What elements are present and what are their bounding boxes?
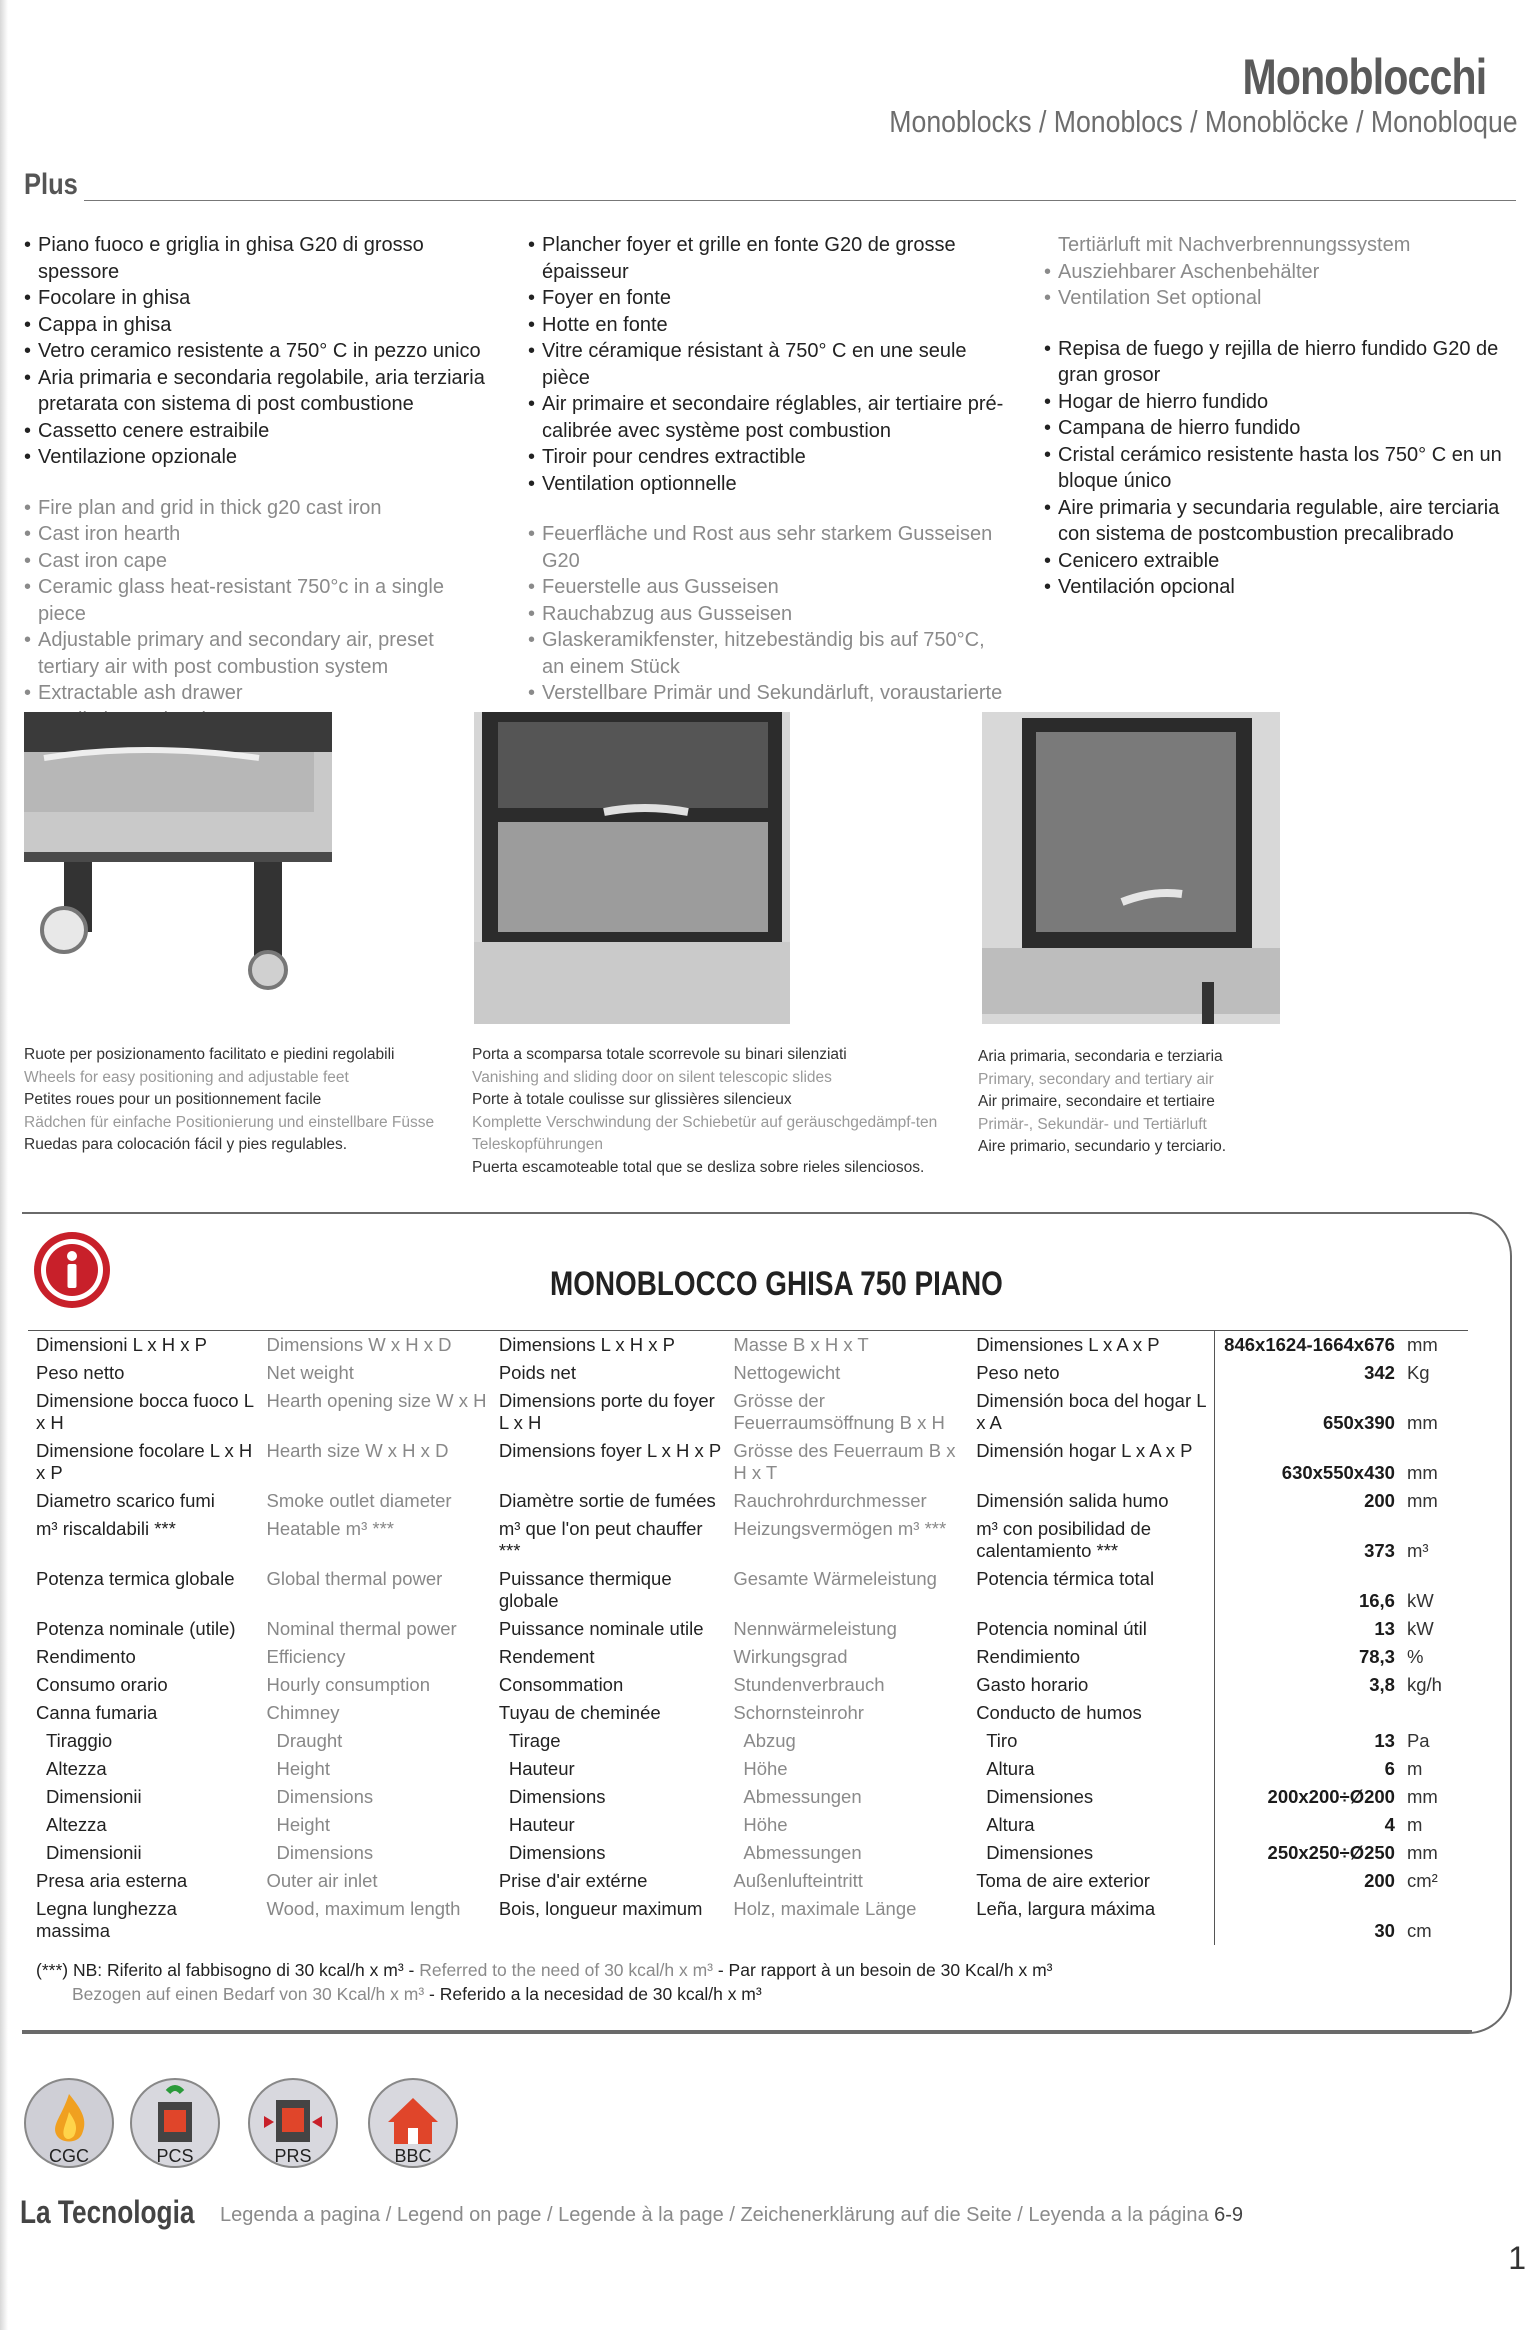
feature-item: • Cappa in ghisa [24,312,494,339]
features-es [1044,336,1524,601]
spec-label-fr: Puissance thermique globale [498,1568,672,1611]
spec-row [28,1643,1468,1671]
spec-label-es: Rendimiento [976,1646,1081,1667]
spec-table [28,1330,1468,1945]
spec-row [28,1359,1468,1387]
spec-label-fr: Dimensions porte du foyer L x H [498,1390,715,1433]
spec-label-es: Altura [986,1758,1035,1779]
spec-value: 16,6 [1215,1565,1399,1615]
spec-label-de: Abmessungen [743,1842,862,1863]
spec-label-it: Dimensione bocca fuoco L x H [36,1390,254,1433]
feature-item: • Fire plan and grid in thick g20 cast iron [24,495,494,522]
feature-item: • Campana de hierro fundido [1044,415,1524,442]
spec-unit: mm [1406,1490,1438,1511]
spec-label-en: Wood, maximum length [266,1898,461,1919]
spec-label-it: Potenza termica globale [36,1568,235,1589]
spec-unit: mm [1406,1786,1438,1807]
spec-panel-top-rule [22,1212,1472,1214]
footnote-en: Referred to the need of 30 kcal/h x m³ [419,1960,713,1980]
feature-item: • Hogar de hierro fundido [1044,389,1524,416]
product-title: MONOBLOCCO GHISA 750 PIANO [550,1265,1003,1303]
wheels-illustration [24,712,332,996]
spec-row [28,1565,1468,1615]
feature-item: • Cristal cerámico resistente hasta los 750° C en un bloque único [1044,442,1524,495]
spec-label-de: Masse B x H x T [725,1331,968,1360]
spec-label-de: Stundenverbrauch [733,1674,885,1695]
tech-label-cgc: CGC [49,2146,89,2166]
spec-label-fr: Dimensions L x H x P [491,1331,726,1360]
spec-row [28,1867,1468,1895]
spec-label-en: Height [276,1814,330,1835]
caption-fr: Air primaire, secondaire et tertiaire [978,1093,1215,1110]
spec-value: 250x250÷Ø250 [1215,1839,1399,1867]
feature-item: • Cast iron cape [24,548,494,575]
spec-label-es: Altura [986,1814,1035,1835]
spec-label-es: Dimensiones L x A x P [968,1331,1214,1360]
spec-unit: Pa [1406,1730,1430,1751]
spec-label-en: Efficiency [266,1646,346,1667]
spec-row [28,1515,1468,1565]
spec-label-en: Height [276,1758,330,1779]
stove-arrows-icon [246,2076,340,2170]
features-column-2 [528,232,1008,707]
spec-label-de: Abzug [743,1730,796,1751]
caption-es: Puerta escamoteable total que se desliza sobre rieles silenciosos. [472,1158,925,1176]
spec-row [28,1671,1468,1699]
spec-label-fr: Dimensions foyer L x H x P [498,1440,722,1461]
spec-label-es: Potencia nominal útil [976,1618,1147,1639]
spec-value: 342 [1215,1359,1399,1387]
tech-label-prs: PRS [274,2146,312,2166]
spec-label-fr: Tuyau de cheminée [498,1702,661,1723]
photo-air-system [982,712,1280,1024]
spec-label-fr: Rendement [498,1646,595,1667]
spec-label-fr: Tirage [508,1730,561,1751]
spec-label-it: Rendimento [36,1646,136,1667]
spec-value: 78,3 [1215,1643,1399,1671]
spec-unit: mm [1399,1331,1468,1360]
spec-label-fr: Poids net [498,1362,576,1383]
spec-label-fr: Hauteur [508,1814,575,1835]
spec-label-es: Dimensión hogar L x A x P [976,1440,1193,1461]
plus-rule [84,200,1516,201]
spec-label-en: Dimensions W x H x D [258,1331,490,1360]
spec-label-de: Gesamte Wärmeleistung [733,1568,937,1589]
feature-item: • Hotte en fonte [528,312,1008,339]
feature-item: • Feuerstelle aus Gusseisen [528,574,1008,601]
spec-label-fr: Prise d'air extérne [498,1870,648,1891]
spec-label-en: Outer air inlet [266,1870,378,1891]
spec-label-de: Holz, maximale Länge [733,1898,917,1919]
spec-label-it: Potenza nominale (utile) [36,1618,236,1639]
spec-label-fr: Dimensions [508,1842,606,1863]
spec-label-fr: Puissance nominale utile [498,1618,704,1639]
tech-label-bbc: BBC [394,2146,432,2166]
spec-unit: kW [1406,1590,1434,1611]
spec-value [1215,1699,1399,1727]
footnote [36,1958,1052,2006]
spec-label-it: Canna fumaria [36,1702,158,1723]
footnote-fr: - Par rapport à un besoin de 30 Kcal/h x m³ [713,1960,1053,1980]
feature-item: • Ventilation Set optional [1044,285,1524,312]
feature-item: • Cassetto cenere estraibile [24,418,494,445]
caption-wheels [24,1044,464,1157]
spec-label-it: Dimensionii [46,1786,142,1807]
feature-item: • Aria primaria e secondaria regolabile, aria terziaria pretarata con sistema di post combustione [24,365,494,418]
spec-label-de: Nettogewicht [733,1362,841,1383]
feature-item: • Focolare in ghisa [24,285,494,312]
spec-label-it: Dimensioni L x H x P [28,1331,258,1360]
spec-label-it: Dimensione focolare L x H x P [36,1440,253,1483]
spec-row [28,1727,1468,1755]
spec-value: 200 [1215,1867,1399,1895]
feature-item: • Ventilazione opzionale [24,444,494,471]
caption-es: Ruedas para colocación fácil y pies regulables. [24,1136,348,1153]
feature-item: • Vitre céramique résistant à 750° C en une seule pièce [528,338,1008,391]
stove-icon [128,2076,222,2170]
footnote-it: (***) NB: Riferito al fabbisogno di 30 kcal/h x m³ - [36,1960,420,1980]
scan-edge-shadow [0,0,8,2330]
spec-label-en: Dimensions [276,1842,374,1863]
spec-value: 3,8 [1215,1671,1399,1699]
feature-item: • Rauchabzug aus Gusseisen [528,601,1008,628]
spec-label-de: Höhe [743,1814,788,1835]
plus-heading: Plus [24,168,78,201]
spec-row [28,1615,1468,1643]
page-number: 1 [1508,2240,1526,2276]
feature-item: • Aire primaria y secundaria regulable, aire terciaria con sistema de postcombustion precalibrado [1044,495,1524,548]
spec-label-es: Dimensión boca del hogar L x A [976,1390,1206,1433]
spec-label-de: Höhe [743,1758,788,1779]
spec-label-es: Gasto horario [976,1674,1089,1695]
spec-value: 373 [1215,1515,1399,1565]
spec-unit: m [1406,1758,1423,1779]
technology-legend [220,2204,1243,2227]
spec-row [28,1755,1468,1783]
feature-item: • Cenicero extraible [1044,548,1524,575]
spec-label-it: Consumo orario [36,1674,168,1695]
spec-value: 6 [1215,1755,1399,1783]
features-fr [528,232,1008,497]
spec-label-it: Tiraggio [46,1730,113,1751]
spec-row [28,1331,1468,1360]
feature-item: • Adjustable primary and secondary air, preset tertiary air with post combustion system [24,627,494,680]
feature-item: • Extractable ash drawer [24,680,494,707]
spec-label-es: Conducto de humos [976,1702,1142,1723]
spec-label-en: Smoke outlet diameter [266,1490,452,1511]
page-subtitle: Monoblocks / Monoblocs / Monoblöcke / Monobloque [889,104,1518,139]
caption-fr: Porte à totale coulisse sur glissières silencieux [472,1091,792,1108]
technology-title: La Tecnologia [20,2194,195,2230]
footnote-es: - Referido a la necesidad de 30 kcal/h x m³ [424,1984,762,2004]
spec-label-fr: Bois, longueur maximum [498,1898,703,1919]
feature-item: • Cast iron hearth [24,521,494,548]
spec-row [28,1437,1468,1487]
spec-value: 200x200÷Ø200 [1215,1783,1399,1811]
features-column-1 [24,232,494,757]
feature-item: • Ceramic glass heat-resistant 750°c in a single piece [24,574,494,627]
feature-item: • Ausziehbarer Aschenbehälter [1044,259,1524,286]
spec-unit: m³ [1406,1540,1429,1561]
spec-label-fr: Dimensions [508,1786,606,1807]
spec-label-fr: Consommation [498,1674,624,1695]
caption-en: Vanishing and sliding door on silent telescopic slides [472,1068,832,1086]
spec-label-de: Rauchrohrdurchmesser [733,1490,927,1511]
spec-label-en: Hearth size W x H x D [266,1440,449,1461]
tech-label-pcs: PCS [156,2146,194,2166]
spec-label-it: Legna lunghezza massima [36,1898,177,1941]
caption-en: Wheels for easy positioning and adjustable feet [24,1068,349,1086]
spec-unit: cm [1406,1920,1432,1941]
caption-de: Primär-, Sekundär- und Tertiärluft [978,1115,1207,1133]
feature-item: • Feuerfläche und Rost aus sehr starkem Gusseisen G20 [528,521,1008,574]
spec-value: 30 [1215,1895,1399,1945]
caption-de: Rädchen für einfache Positionierung und einstellbare Füsse [24,1113,435,1131]
spec-label-de: Schornsteinrohr [733,1702,864,1723]
spec-label-it: Altezza [46,1758,107,1779]
spec-unit: mm [1406,1412,1438,1433]
photo-sliding-door [474,712,790,1024]
spec-label-es: Potencia térmica total [976,1568,1155,1589]
air-system-illustration [982,712,1280,1024]
spec-unit: mm [1406,1462,1438,1483]
caption-it: Porta a scomparsa totale scorrevole su binari silenziati [472,1046,847,1063]
spec-label-en: Heatable m³ *** [266,1518,394,1539]
sliding-door-illustration [474,712,790,1024]
spec-row [28,1895,1468,1945]
spec-label-en: Net weight [266,1362,354,1383]
spec-row [28,1387,1468,1437]
caption-sliding-door [472,1044,942,1179]
flame-icon [22,2076,116,2170]
features-column-3 [1044,232,1524,601]
features-en [24,495,494,734]
spec-label-de: Heizungsvermögen m³ *** [733,1518,947,1539]
spec-label-es: Dimensiones [986,1786,1094,1807]
feature-item: • Piano fuoco e griglia in ghisa G20 di grosso spessore [24,232,494,285]
caption-es: Aire primario, secundario y terciario. [978,1138,1227,1155]
spec-value: 13 [1215,1727,1399,1755]
spec-row [28,1783,1468,1811]
spec-label-es: Dimensión salida humo [976,1490,1169,1511]
spec-label-de: Grösse des Feuerraum B x H x T [733,1440,956,1483]
spec-label-fr: Hauteur [508,1758,575,1779]
spec-label-en: Nominal thermal power [266,1618,457,1639]
feature-item: • Plancher foyer et grille en fonte G20 de grosse épaisseur [528,232,1008,285]
spec-label-en: Hourly consumption [266,1674,430,1695]
feature-item: • Ventilación opcional [1044,574,1524,601]
spec-label-de: Nennwärmeleistung [733,1618,897,1639]
spec-unit: kg/h [1406,1674,1442,1695]
spec-label-fr: m³ que l'on peut chauffer *** [498,1518,703,1561]
spec-value: 846x1624-1664x676 [1215,1331,1399,1360]
photo-wheels [24,712,332,996]
spec-label-en: Hearth opening size W x H [266,1390,487,1411]
spec-label-it: Peso netto [36,1362,125,1383]
spec-value: 200 [1215,1487,1399,1515]
spec-unit: Kg [1406,1362,1430,1383]
spec-label-es: Toma de aire exterior [976,1870,1150,1891]
spec-label-en: Draught [276,1730,343,1751]
spec-row [28,1487,1468,1515]
spec-unit: cm² [1406,1870,1438,1891]
feature-item: • Verstellbare Primär und Sekundärluft, voraustarierte [528,680,1008,707]
spec-label-it: m³ riscaldabili *** [36,1518,176,1539]
spec-label-it: Dimensionii [46,1842,142,1863]
spec-label-it: Altezza [46,1814,107,1835]
spec-label-de: Abmessungen [743,1786,862,1807]
features-de-continued: Tertiärluft mit Nachverbrennungssystem [1058,234,1411,256]
spec-label-en: Chimney [266,1702,340,1723]
spec-label-fr: Diamètre sortie de fumées [498,1490,716,1511]
info-icon [30,1228,114,1312]
spec-label-es: Leña, largura máxima [976,1898,1156,1919]
spec-label-de: Außenlufteintritt [733,1870,863,1891]
feature-item: • Repisa de fuego y rejilla de hierro fundido G20 de gran grosor [1044,336,1524,389]
caption-en: Primary, secondary and tertiary air [978,1070,1214,1088]
legend-text: Legenda a pagina / Legend on page / Legende à la page / Zeichenerklärung auf die Seite / Leyenda a la página [220,2204,1215,2226]
spec-unit: kW [1406,1618,1434,1639]
spec-value: 4 [1215,1811,1399,1839]
spec-value: 650x390 [1215,1387,1399,1437]
feature-item: • Ventilation optionnelle [528,471,1008,498]
spec-label-de: Grösse der Feuerraumsöffnung B x H [733,1390,945,1433]
spec-label-es: Tiro [986,1730,1018,1751]
feature-item: • Glaskeramikfenster, hitzebeständig bis auf 750°C, an einem Stück [528,627,1008,680]
legend-pages: 6-9 [1214,2204,1244,2226]
footnote-de: Bezogen auf einen Bedarf von 30 Kcal/h x m³ [72,1984,425,2004]
caption-it: Ruote per posizionamento facilitato e piedini regolabili [24,1046,395,1063]
feature-item: • Foyer en fonte [528,285,1008,312]
spec-unit [1399,1699,1468,1727]
spec-row [28,1699,1468,1727]
spec-row [28,1811,1468,1839]
spec-label-en: Dimensions [276,1786,374,1807]
spec-label-en: Global thermal power [266,1568,443,1589]
feature-item: • Air primaire et secondaire réglables, air tertiaire pré-calibrée avec système post combustion [528,391,1008,444]
house-icon [366,2076,460,2170]
spec-label-es: Dimensiones [986,1842,1094,1863]
spec-row [28,1839,1468,1867]
spec-label-it: Diametro scarico fumi [36,1490,215,1511]
page-title: Monoblocchi [1242,49,1486,105]
spec-panel-bottom-rule [22,2030,1472,2032]
feature-item: • Tiroir pour cendres extractible [528,444,1008,471]
features-de [528,521,1008,707]
feature-item: • Vetro ceramico resistente a 750° C in pezzo unico [24,338,494,365]
caption-it: Aria primaria, secondaria e terziaria [978,1048,1223,1065]
spec-label-it: Presa aria esterna [36,1870,188,1891]
spec-unit: m [1406,1814,1423,1835]
features-de-end [1044,259,1524,312]
features-it [24,232,494,471]
caption-de: Komplette Verschwindung der Schiebetür auf geräuschgedämpf-ten Teleskopführungen [472,1113,938,1153]
spec-label-es: Peso neto [976,1362,1060,1383]
caption-air-system [978,1046,1418,1159]
spec-label-de: Wirkungsgrad [733,1646,848,1667]
spec-unit: % [1406,1646,1424,1667]
spec-unit: mm [1406,1842,1438,1863]
spec-label-es: m³ con posibilidad de calentamiento *** [976,1518,1152,1561]
caption-fr: Petites roues pour un positionnement facile [24,1091,322,1108]
spec-value: 630x550x430 [1215,1437,1399,1487]
spec-value: 13 [1215,1615,1399,1643]
